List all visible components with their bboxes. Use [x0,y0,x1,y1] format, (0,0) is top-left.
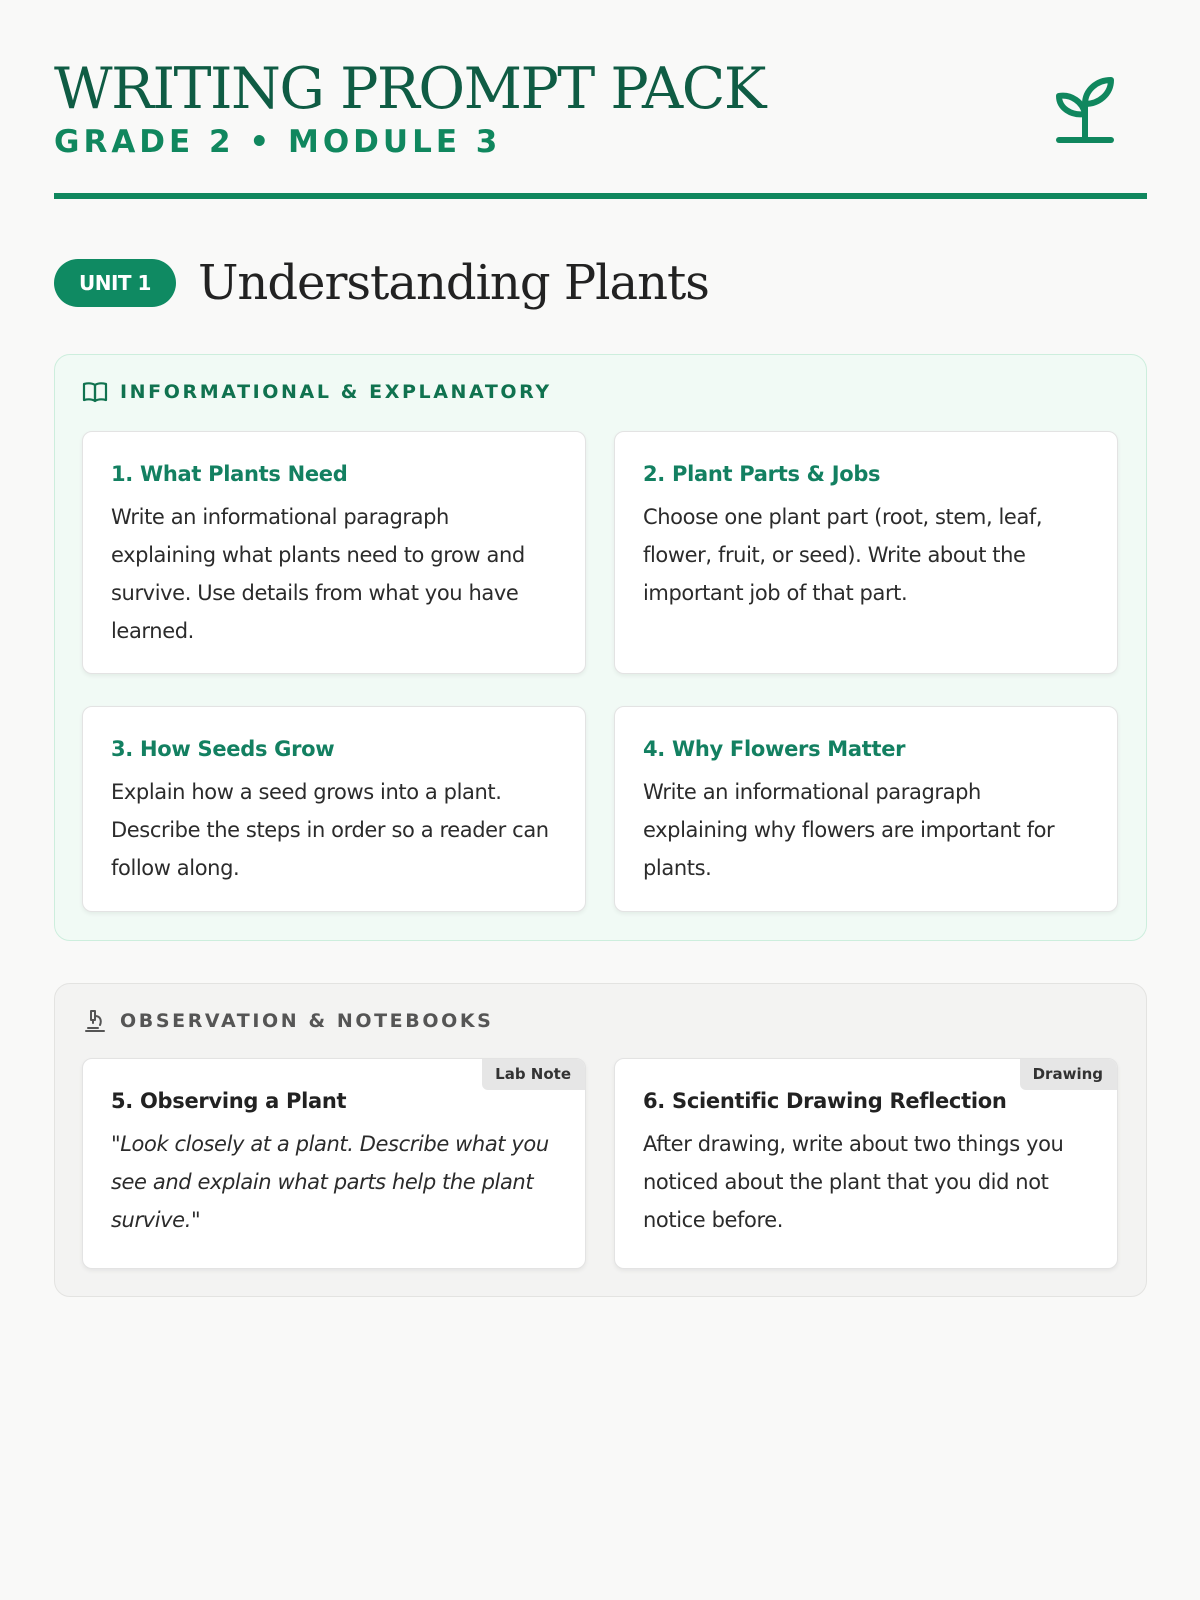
prompt-card [614,431,1118,674]
prompt-body: Choose one plant part (root, stem, leaf, flower, fruit, or seed). Write about the important job of that part. [643,505,1043,605]
prompt-title: 3. How Seeds Grow [111,737,335,761]
page-title: WRITING PROMPT PACK [54,56,765,122]
section-header [82,1006,1119,1036]
informational-section [54,354,1147,941]
prompt-card [614,1058,1118,1269]
prompt-card [82,706,586,912]
prompt-body: Write an informational paragraph explaining what plants need to grow and survive. Use details from what you have learned. [111,505,525,643]
page-header [54,0,1147,200]
prompt-card [82,431,586,674]
prompt-title: 6. Scientific Drawing Reflection [643,1089,1007,1113]
unit-title: Understanding Plants [197,255,709,311]
unit-badge: UNIT 1 [54,259,176,307]
prompt-body: Explain how a seed grows into a plant. Describe the steps in order so a reader can follow along. [111,780,549,880]
prompt-title: 5. Observing a Plant [111,1089,347,1113]
prompt-title: 4. Why Flowers Matter [643,737,906,761]
prompt-body: Write an informational paragraph explaining why flowers are important for plants. [643,780,1055,880]
prompt-title: 1. What Plants Need [111,462,348,486]
section-label: OBSERVATION & NOTEBOOKS [120,1010,494,1032]
prompt-card [82,1058,586,1269]
card-tag: Drawing [1020,1059,1117,1090]
page-subtitle: GRADE 2 • MODULE 3 [54,124,502,160]
prompt-pack-page [54,0,1147,1232]
section-header [82,377,1119,407]
prompt-body: "Look closely at a plant. Describe what you see and explain what parts help the plant survive." [111,1132,549,1232]
book-open-icon [82,379,108,405]
prompt-card [614,706,1118,912]
card-tag: Lab Note [482,1059,585,1090]
section-label: INFORMATIONAL & EXPLANATORY [120,381,552,403]
prompt-title: 2. Plant Parts & Jobs [643,462,881,486]
sprout-icon [1053,74,1117,146]
observation-section [54,983,1147,1297]
unit-heading [54,255,709,311]
microscope-icon [82,1008,108,1034]
header-divider [54,193,1147,199]
prompt-body: After drawing, write about two things you noticed about the plant that you did not notice before. [643,1132,1064,1232]
